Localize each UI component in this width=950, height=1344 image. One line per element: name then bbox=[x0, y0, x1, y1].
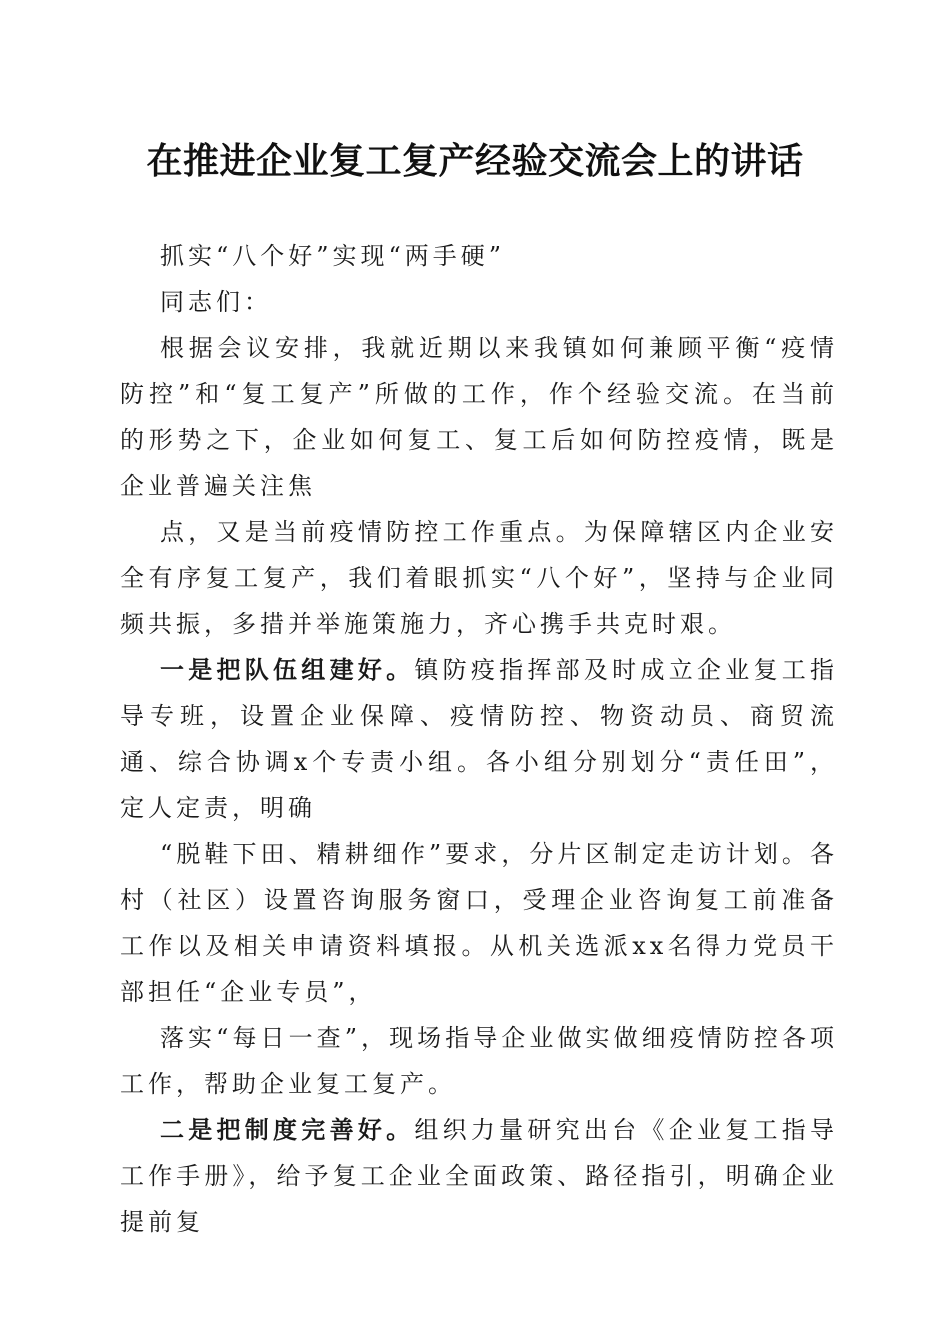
subtitle: 抓实“八个好”实现“两手硬” bbox=[160, 242, 506, 270]
section-1-heading: 一是把队伍组建好。 bbox=[160, 655, 415, 684]
document-title: 在推进企业复工复产经验交流会上的讲话 bbox=[146, 140, 804, 182]
salutation: 同志们： bbox=[160, 288, 272, 316]
section-1-text: 镇防疫指挥部及时成立企业复工指导专班，设置企业保障、疫情防控、物资动员、商贸流通、综合协调x个专责小组。各小组分别划分“责任田”，定人定责，明确 bbox=[120, 656, 839, 822]
document-body bbox=[120, 233, 838, 1245]
paragraph-2: 点，又是当前疫情防控工作重点。为保障辖区内企业安全有序复工复产，我们着眼抓实“八个好”，坚持与企业同频共振，多措并举施策施力，齐心携手共克时艰。 bbox=[120, 518, 838, 638]
section-2-text: 组织力量研究出台《企业复工指导工作手册》，给予复工企业全面政策、路径指引，明确企业提前复 bbox=[120, 1116, 839, 1236]
section-1-continued-1: “脱鞋下田、精耕细作”要求，分片区制定走访计划。各村（社区）设置咨询服务窗口，受理企业咨询复工前准备工作以及相关申请资料填报。从机关选派xx名得力党员干部担任“企业专员”， bbox=[120, 840, 838, 1006]
section-2-paragraph bbox=[120, 1107, 838, 1245]
section-1-continued-2: 落实“每日一查”，现场指导企业做实做细疫情防控各项工作，帮助企业复工复产。 bbox=[120, 1024, 838, 1098]
section-2-heading: 二是把制度完善好。 bbox=[160, 1115, 415, 1144]
paragraph-1: 根据会议安排，我就近期以来我镇如何兼顾平衡“疫情防控”和“复工复产”所做的工作，作个经验交流。在当前的形势之下，企业如何复工、复工后如何防控疫情，既是企业普遍关注焦 bbox=[120, 334, 838, 500]
section-1-paragraph bbox=[120, 647, 838, 831]
